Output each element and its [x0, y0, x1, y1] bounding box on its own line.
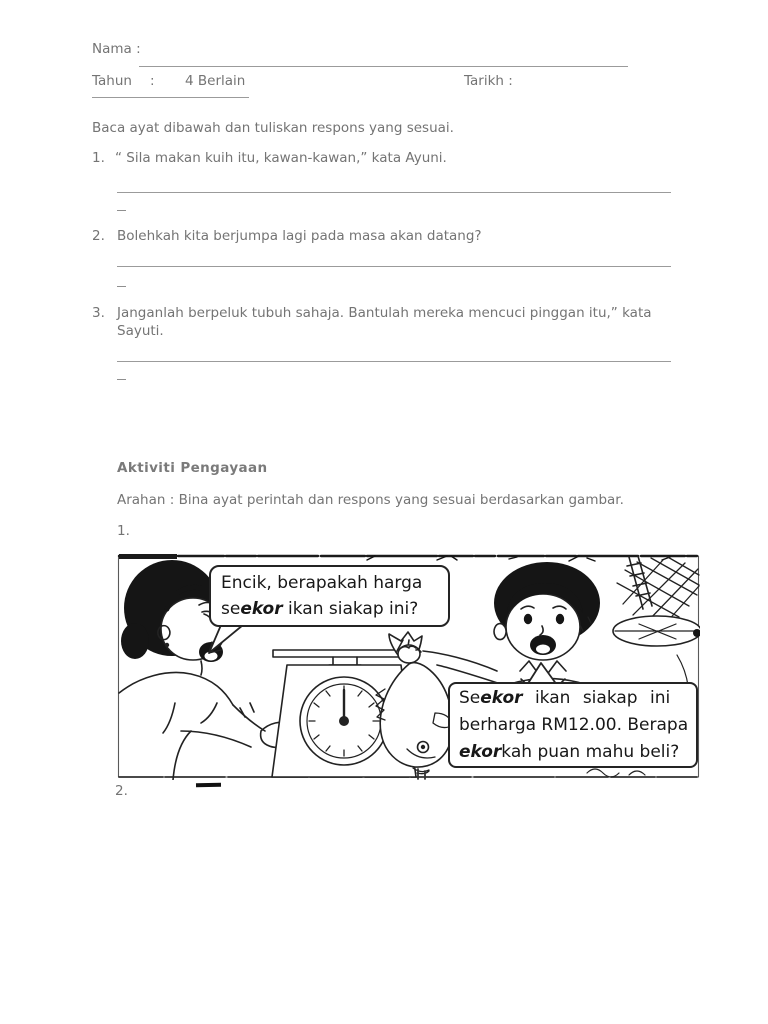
name-field-line: [139, 66, 628, 67]
scan-artifact-dash: [196, 783, 221, 787]
enrichment-item2-number: 2.: [115, 783, 128, 799]
year-field-label: Tahun: [92, 73, 132, 89]
question-3-text: Janganlah berpeluk tubuh sahaja. Bantulah mereka mencuci pinggan itu,” kata Sayuti.: [117, 305, 652, 339]
enrichment-title: Aktiviti Pengayaan: [117, 460, 268, 476]
question-1-number: 1.: [92, 150, 105, 166]
answer-line-1: [117, 192, 671, 193]
speech-bubble-customer: [209, 565, 450, 627]
answer-line-1-continuation: [117, 210, 126, 211]
question-1-text: “ Sila makan kuih itu, kawan-kawan,” kata Ayuni.: [115, 150, 447, 166]
bubble1-line1: Encik, berapakah harga: [221, 573, 423, 593]
bubble1-line2: seekor ikan siakap ini?: [221, 599, 419, 619]
year-field-colon: :: [150, 73, 155, 89]
answer-line-3: [117, 361, 671, 362]
question-3-number: 3.: [92, 305, 105, 321]
bubble2-line3: ekorkah puan mahu beli?: [459, 742, 680, 762]
year-field-value: 4 Berlain: [185, 73, 246, 89]
question-2-number: 2.: [92, 228, 105, 244]
enrichment-item1-number: 1.: [117, 523, 130, 539]
question-2-text: Bolehkah kita berjumpa lagi pada masa akan datang?: [117, 228, 482, 244]
year-field-line: [92, 97, 249, 98]
comic-panel: [117, 553, 700, 780]
speech-bubble-seller: [448, 682, 698, 768]
date-field-label: Tarikh :: [464, 73, 513, 89]
answer-line-2: [117, 266, 671, 267]
name-field-label: Nama :: [92, 41, 141, 57]
enrichment-instruction: Arahan : Bina ayat perintah dan respons yang sesuai berdasarkan gambar.: [117, 492, 624, 508]
section-instruction: Baca ayat dibawah dan tuliskan respons yang sesuai.: [92, 120, 454, 136]
answer-line-3-continuation: [117, 379, 126, 380]
bubble2-line1: Seekor ikan siakap ini: [459, 688, 671, 708]
bubble2-line2: berharga RM12.00. Berapa: [459, 715, 689, 735]
answer-line-2-continuation: [117, 286, 126, 287]
